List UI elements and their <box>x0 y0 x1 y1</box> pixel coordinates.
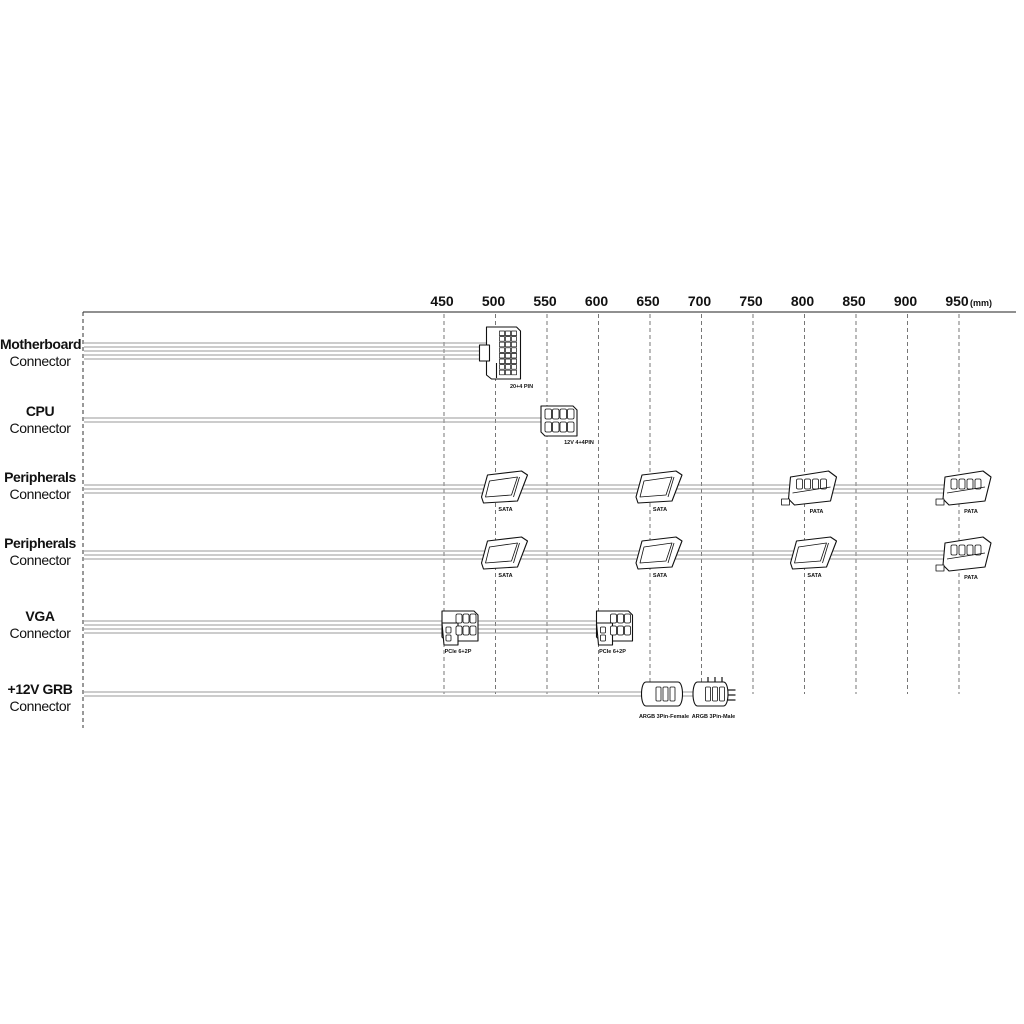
sata-connector-icon <box>482 471 528 503</box>
connector-label: SATA <box>807 573 822 579</box>
argb-female-connector-icon <box>642 682 683 706</box>
tick-labels <box>430 293 969 309</box>
tick-label: 500 <box>481 293 506 309</box>
cable-wires <box>84 418 551 422</box>
row-label-title: Peripherals <box>4 469 76 485</box>
cable-row <box>84 677 736 720</box>
connector-label: PATA <box>964 509 978 515</box>
pcie-connector-icon <box>442 611 478 645</box>
pata-connector-icon <box>782 471 837 505</box>
row-label-title: CPU <box>25 403 55 419</box>
row-label-title: Peripherals <box>4 535 76 551</box>
row-label <box>0 403 80 437</box>
cable-row <box>84 611 633 655</box>
unit-label: (mm) <box>970 298 992 308</box>
gridlines <box>444 314 959 694</box>
eps8-connector-icon <box>541 406 577 436</box>
cable-wires <box>84 692 706 696</box>
row-label <box>0 681 80 715</box>
tick-label: 450 <box>430 293 454 309</box>
cable-row <box>84 406 594 446</box>
row-label <box>0 336 80 370</box>
connector-label: 12V 4+4PIN <box>564 440 594 446</box>
argb-male-connector-icon <box>693 677 736 706</box>
row-label-subtitle: Connector <box>9 486 71 502</box>
tick-label: 700 <box>687 293 712 309</box>
connector-label: SATA <box>498 573 513 579</box>
row-label <box>0 608 80 642</box>
row-label-subtitle: Connector <box>9 353 71 369</box>
connector-label: SATA <box>498 507 513 513</box>
tick-label: 600 <box>584 293 609 309</box>
tick-label: 900 <box>893 293 918 309</box>
pata-connector-icon <box>936 471 991 505</box>
row-label-subtitle: Connector <box>9 698 71 714</box>
row-label-subtitle: Connector <box>9 420 71 436</box>
pcie-connector-icon <box>597 611 633 645</box>
connector-label: ARGB 3Pin-Male <box>691 714 736 720</box>
connector-label: 20+4 PIN <box>509 384 534 390</box>
tick-label: 550 <box>533 293 557 309</box>
cable-rows <box>84 327 991 720</box>
connector-label: PATA <box>964 575 978 581</box>
row-label-subtitle: Connector <box>9 625 71 641</box>
atx24-connector-icon <box>480 327 521 379</box>
connector-label: PCIe 6+2P <box>599 649 626 655</box>
tick-label: 800 <box>790 293 815 309</box>
row-label <box>0 535 80 569</box>
connector-label: SATA <box>652 507 668 513</box>
cable-wires <box>84 621 603 633</box>
sata-connector-icon <box>791 537 837 569</box>
tick-label: 950 <box>945 293 969 309</box>
cable-row <box>84 471 991 515</box>
connector-label: SATA <box>652 573 668 579</box>
sata-connector-icon <box>482 537 528 569</box>
row-label-subtitle: Connector <box>9 552 71 568</box>
tick-label: 650 <box>636 293 660 309</box>
pata-connector-icon <box>936 537 991 571</box>
tick-label: 850 <box>842 293 866 309</box>
cable-row <box>84 327 533 390</box>
cable-wires <box>84 343 500 359</box>
row-label-title: VGA <box>25 608 55 624</box>
sata-connector-icon <box>636 471 682 503</box>
sata-connector-icon <box>636 537 682 569</box>
tick-label: 750 <box>739 293 763 309</box>
connector-label: ARGB 3Pin-Female <box>638 714 690 720</box>
cable-row <box>84 537 991 581</box>
row-label <box>0 469 80 503</box>
connector-label: PCIe 6+2P <box>444 649 472 655</box>
row-label-title: Motherboard <box>0 336 82 352</box>
row-label-title: +12V GRB <box>7 681 73 697</box>
connector-label: PATA <box>809 509 824 515</box>
